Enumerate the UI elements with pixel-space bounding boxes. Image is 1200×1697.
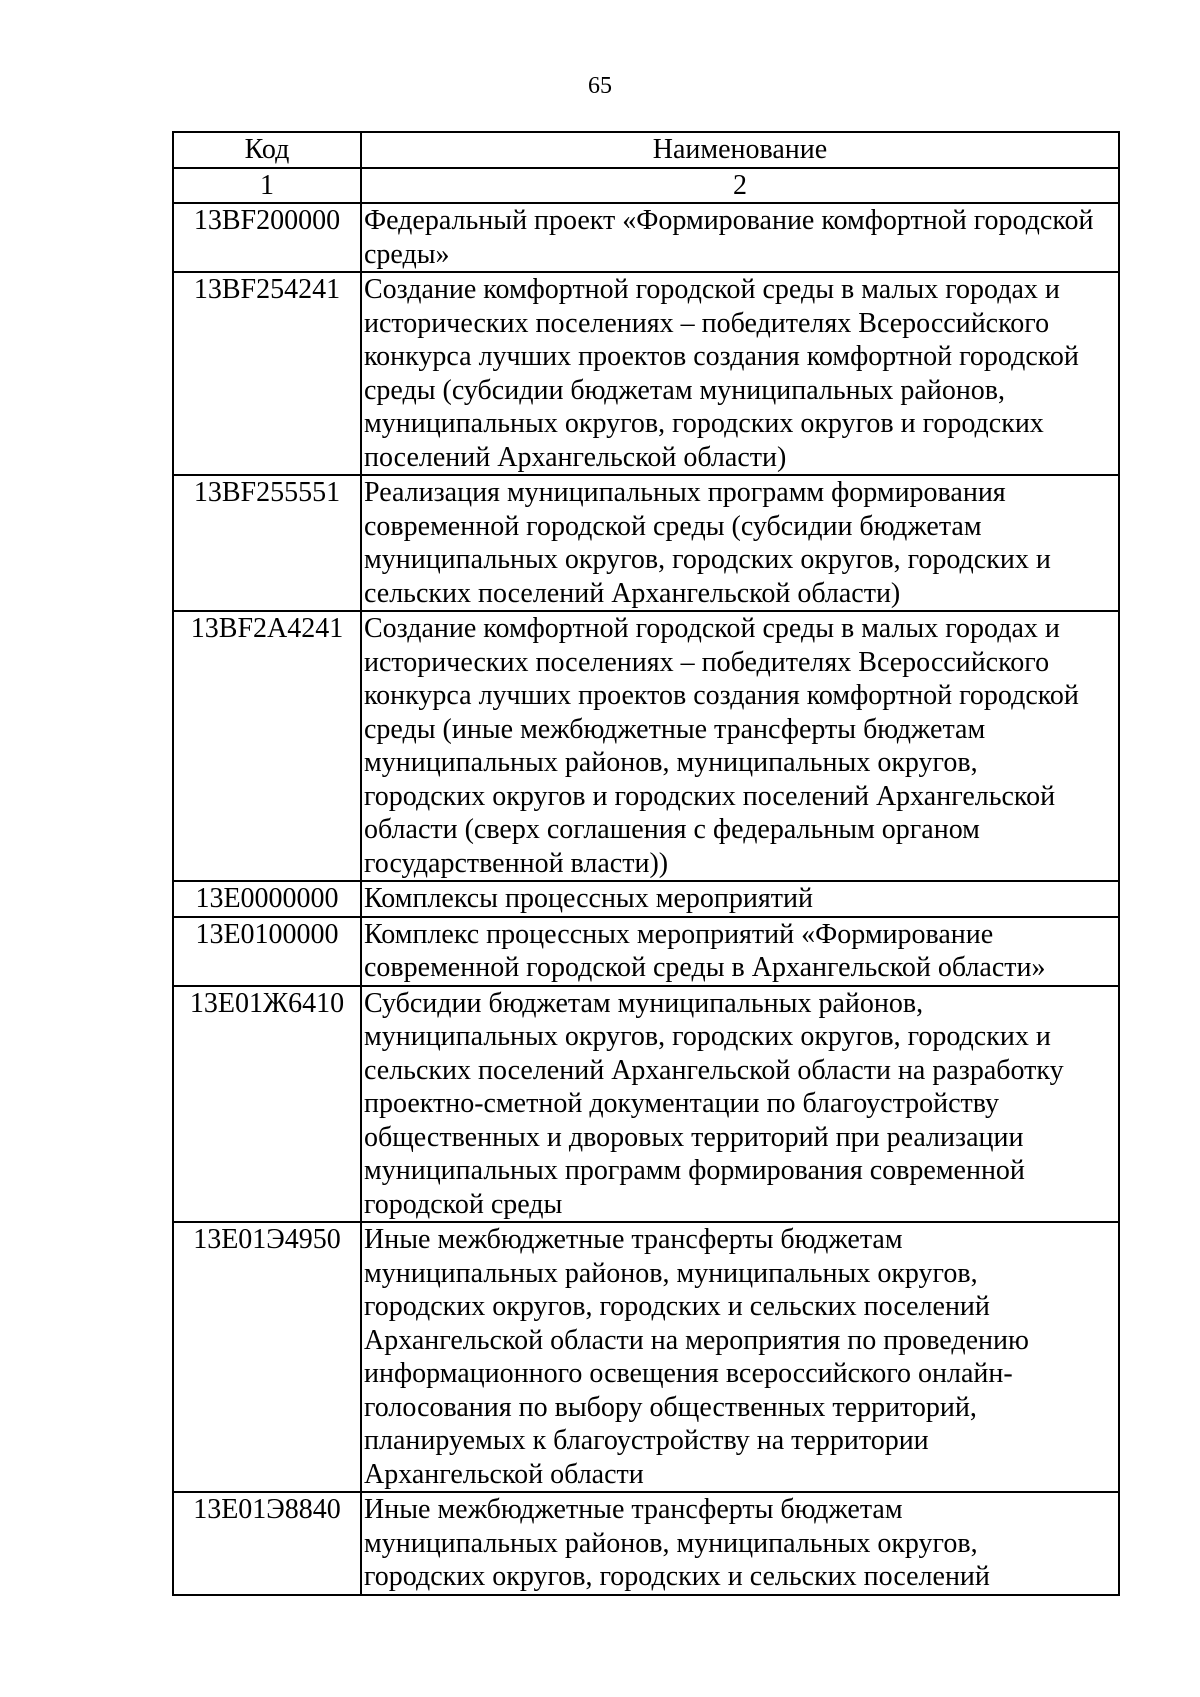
row-name-line: сельских поселений Архангельской области на разработку bbox=[364, 1054, 1064, 1086]
table-row bbox=[173, 881, 1119, 917]
table-row bbox=[173, 272, 1119, 475]
row-code: 13E01Э8840 bbox=[173, 1492, 361, 1595]
budget-code-table bbox=[172, 131, 1120, 1596]
row-name-line: муниципальных программ формирования современной bbox=[364, 1155, 1025, 1186]
row-name-line: Иные межбюджетные трансферты бюджетам bbox=[364, 1224, 903, 1255]
row-name-line: Иные межбюджетные трансферты бюджетам bbox=[364, 1494, 903, 1525]
row-name-line: современной городской среды (субсидии бюджетам bbox=[364, 510, 982, 542]
row-name-line: исторических поселениях – победителях Всероссийского bbox=[364, 307, 1050, 339]
row-code: 13E0100000 bbox=[173, 917, 361, 986]
row-name bbox=[361, 881, 1119, 917]
row-name-line: современной городской среды в Архангельской области» bbox=[364, 952, 1046, 983]
row-name-line: Комплексы процессных мероприятий bbox=[364, 883, 813, 914]
column-number-row bbox=[173, 168, 1119, 204]
row-name-line: муниципальных районов, муниципальных округов, bbox=[364, 747, 978, 778]
row-code: 13BF255551 bbox=[173, 475, 361, 611]
row-name-line: планируемых к благоустройству на территории bbox=[364, 1425, 929, 1456]
row-name-line: Федеральный проект «Формирование комфортной городской bbox=[364, 205, 1094, 236]
row-name-line: городских округов, городских и сельских поселений bbox=[364, 1561, 990, 1592]
row-name bbox=[361, 611, 1119, 881]
table-body bbox=[173, 203, 1119, 1595]
row-name-line: среды (субсидии бюджетам муниципальных районов, bbox=[364, 374, 1006, 406]
row-name-line: среды» bbox=[364, 238, 450, 270]
row-name bbox=[361, 475, 1119, 611]
row-code: 13E0000000 bbox=[173, 881, 361, 917]
row-code: 13BF2A4241 bbox=[173, 611, 361, 881]
row-name-line: муниципальных округов, городских округов, городских и bbox=[364, 544, 1051, 575]
row-name bbox=[361, 917, 1119, 986]
table-row bbox=[173, 611, 1119, 881]
row-name bbox=[361, 203, 1119, 272]
row-name-line: муниципальных округов, городских округов, городских и bbox=[364, 1021, 1051, 1052]
row-code: 13BF254241 bbox=[173, 272, 361, 475]
row-name-line: городской среды bbox=[364, 1188, 563, 1220]
table-header bbox=[173, 132, 1119, 203]
row-name-line: проектно-сметной документации по благоустройству bbox=[364, 1088, 1000, 1119]
row-name-line: поселений Архангельской области) bbox=[364, 441, 787, 473]
header-code: Код bbox=[173, 132, 361, 168]
row-name-line: Архангельской области bbox=[364, 1458, 644, 1490]
row-code: 13BF200000 bbox=[173, 203, 361, 272]
row-name-line: государственной власти)) bbox=[364, 847, 669, 879]
row-code: 13E01Э4950 bbox=[173, 1222, 361, 1492]
table-row bbox=[173, 917, 1119, 986]
row-name-line: Архангельской области на мероприятия по проведению bbox=[364, 1324, 1029, 1356]
column-number-code: 1 bbox=[173, 168, 361, 204]
column-number-name: 2 bbox=[361, 168, 1119, 204]
table-row bbox=[173, 986, 1119, 1223]
row-name-line: конкурса лучших проектов создания комфортной городской bbox=[364, 341, 1079, 372]
row-name-line: муниципальных районов, муниципальных округов, bbox=[364, 1257, 978, 1289]
row-name-line: Субсидии бюджетам муниципальных районов, bbox=[364, 987, 924, 1019]
row-name-line: исторических поселениях – победителях Всероссийского bbox=[364, 646, 1050, 678]
table-row bbox=[173, 1222, 1119, 1492]
page-number: 65 bbox=[588, 73, 612, 99]
header-row bbox=[173, 132, 1119, 168]
row-name-line: среды (иные межбюджетные трансферты бюджетам bbox=[364, 713, 986, 745]
row-name bbox=[361, 1492, 1119, 1595]
row-name-line: конкурса лучших проектов создания комфортной городской bbox=[364, 680, 1079, 711]
table-row bbox=[173, 475, 1119, 611]
row-name-line: голосования по выбору общественных территорий, bbox=[364, 1391, 977, 1423]
row-name bbox=[361, 272, 1119, 475]
row-name-line: Реализация муниципальных программ формирования bbox=[364, 477, 1006, 508]
row-name bbox=[361, 1222, 1119, 1492]
row-name-line: общественных и дворовых территорий при реализации bbox=[364, 1121, 1024, 1153]
table-row bbox=[173, 203, 1119, 272]
row-code: 13E01Ж6410 bbox=[173, 986, 361, 1223]
row-name-line: городских округов и городских поселений Архангельской bbox=[364, 780, 1056, 812]
row-name-line: Создание комфортной городской среды в малых городах и bbox=[364, 274, 1060, 305]
row-name-line: Комплекс процессных мероприятий «Формирование bbox=[364, 918, 994, 950]
table-row bbox=[173, 1492, 1119, 1595]
row-name-line: Создание комфортной городской среды в малых городах и bbox=[364, 613, 1060, 644]
row-name-line: муниципальных районов, муниципальных округов, bbox=[364, 1527, 978, 1559]
row-name-line: информационного освещения всероссийского онлайн- bbox=[364, 1358, 1013, 1389]
row-name-line: сельских поселений Архангельской области) bbox=[364, 577, 901, 609]
row-name bbox=[361, 986, 1119, 1223]
row-name-line: муниципальных округов, городских округов и городских bbox=[364, 408, 1044, 439]
header-name: Наименование bbox=[361, 132, 1119, 168]
row-name-line: области (сверх соглашения с федеральным органом bbox=[364, 814, 980, 845]
row-name-line: городских округов, городских и сельских поселений bbox=[364, 1291, 990, 1322]
